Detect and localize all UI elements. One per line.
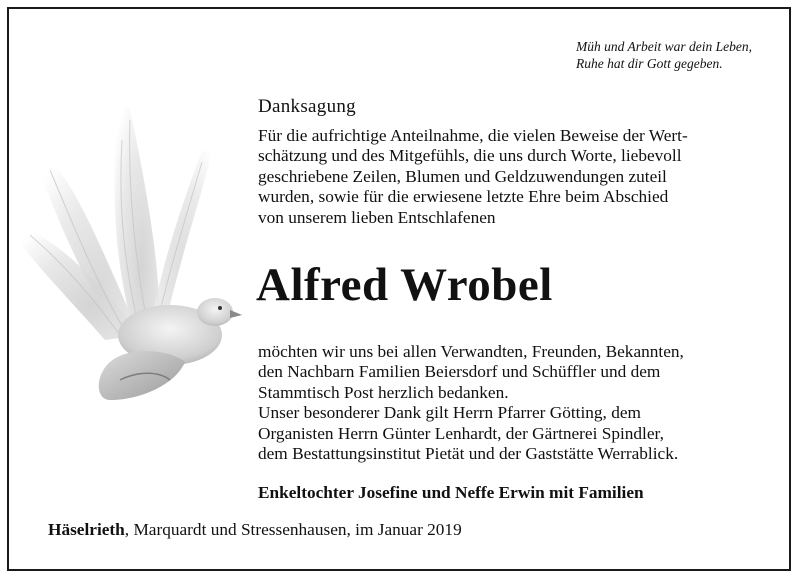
body-line: den Nachbarn Familien Beiersdorf und Schüffler und dem: [258, 362, 661, 382]
body-line: dem Bestattungsinstitut Pietät und der Gaststätte Werrablick.: [258, 444, 679, 464]
motto-line-2: Ruhe hat dir Gott gegeben.: [576, 56, 723, 71]
body-line: Unser besonderer Dank gilt Herrn Pfarrer Götting, dem: [258, 403, 641, 423]
intro-line: geschriebene Zeilen, Blumen und Geldzuwendungen zuteil: [258, 166, 667, 186]
body-line: möchten wir uns bei allen Verwandten, Freunden, Bekannten,: [258, 342, 684, 361]
intro-line: von unserem lieben Entschlafenen: [258, 207, 496, 227]
thanks-text: [258, 342, 684, 464]
body-line: Stammtisch Post herzlich bedanken.: [258, 382, 509, 402]
motto: [576, 38, 752, 72]
intro-line: Für die aufrichtige Anteilnahme, die vielen Beweise der Wert-: [258, 126, 688, 145]
heading: Danksagung: [258, 96, 356, 117]
signature: Enkeltochter Josefine und Neffe Erwin mit Familien: [258, 483, 644, 502]
intro-line: wurden, sowie für die erwiesene letzte Ehre beim Abschied: [258, 187, 669, 207]
footer-place-rest: , Marquardt und Stressenhausen, im Januar 2019: [124, 520, 462, 539]
motto-line-1: Müh und Arbeit war dein Leben,: [576, 39, 752, 54]
footer-place-date: [48, 520, 462, 540]
footer-place-bold: Häselrieth: [48, 520, 125, 539]
intro-text: [258, 126, 758, 228]
deceased-name: Alfred Wrobel: [256, 259, 553, 311]
dove-image: [10, 100, 260, 420]
body-line: Organisten Herrn Günter Lenhardt, der Gärtnerei Spindler,: [258, 423, 664, 443]
intro-line: schätzung und des Mitgefühls, die uns durch Worte, liebevoll: [258, 146, 682, 166]
